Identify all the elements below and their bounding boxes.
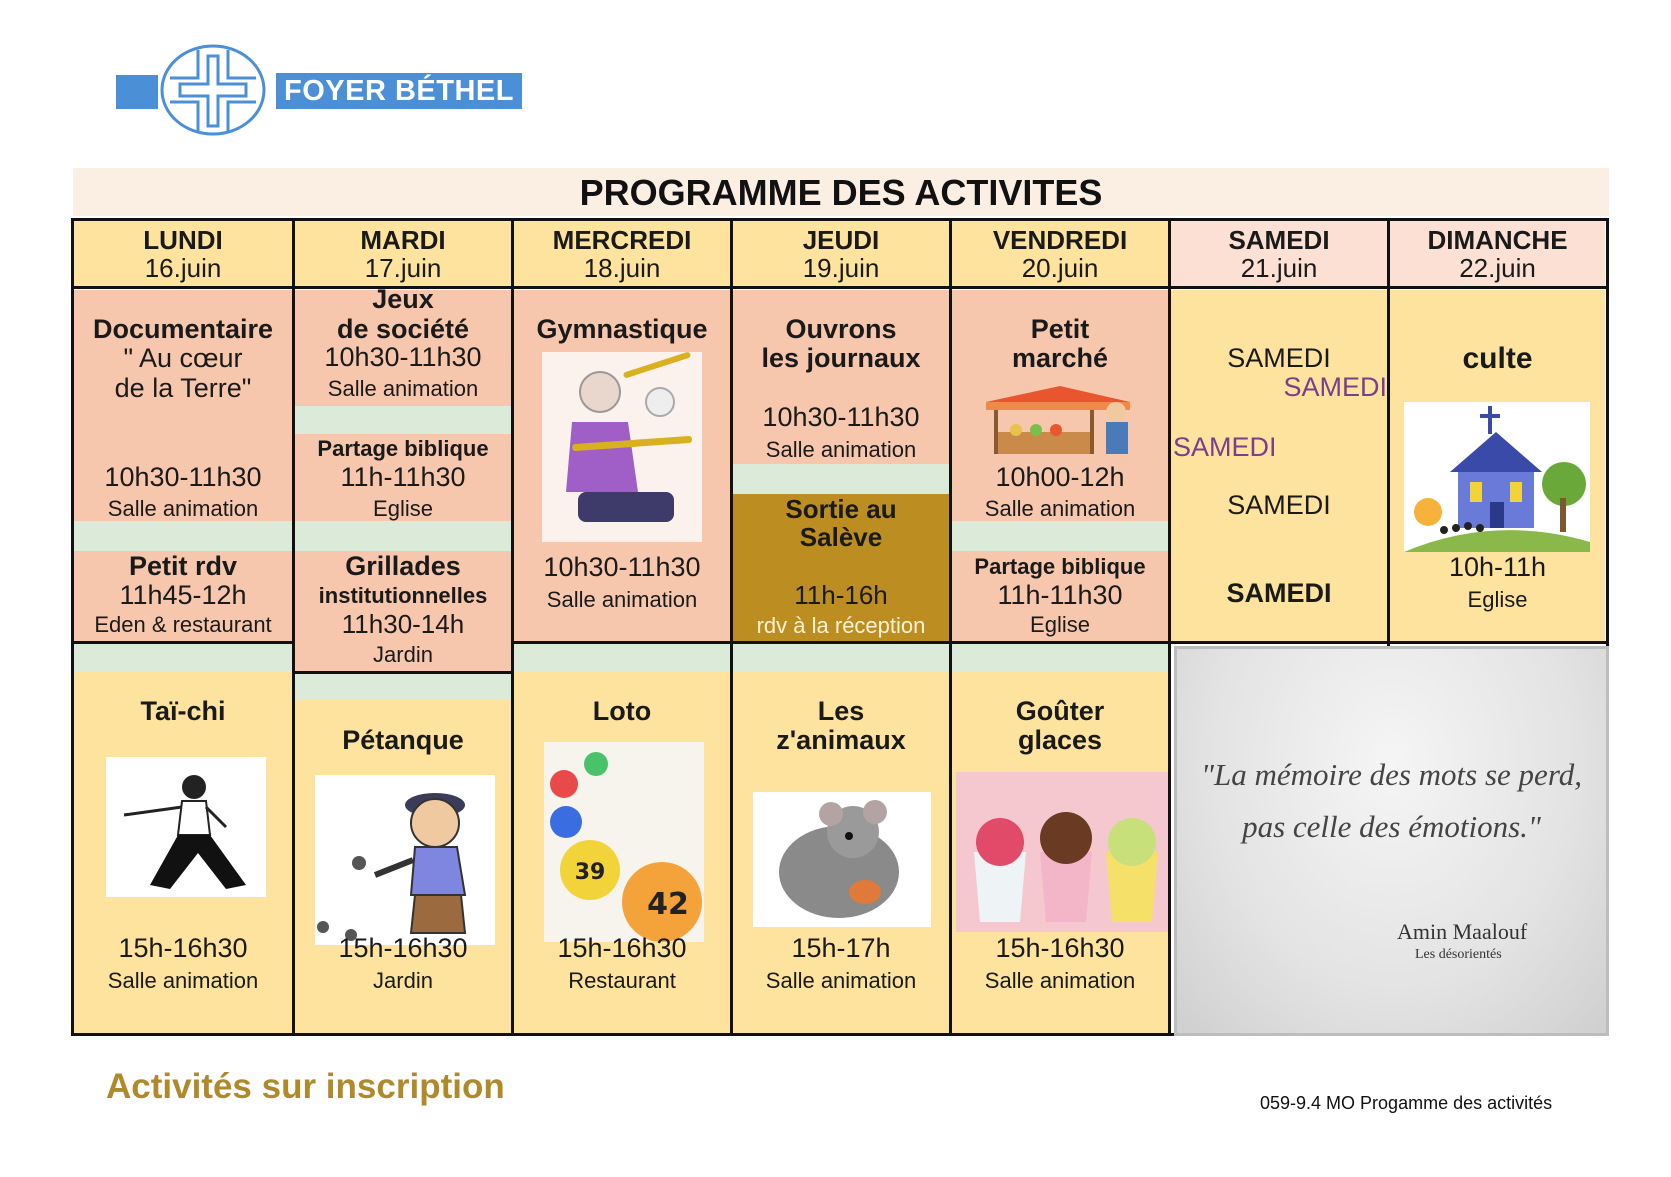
row-sep bbox=[71, 641, 292, 644]
row-sep bbox=[514, 641, 1609, 644]
petanque-player-icon bbox=[315, 775, 495, 945]
day-header-jeudi bbox=[733, 226, 949, 282]
quote-box bbox=[1174, 646, 1609, 1036]
activity-title: Goûter bbox=[1015, 696, 1105, 726]
activity-title: institutionnelles bbox=[318, 583, 488, 608]
activity-time: 15h-16h30 bbox=[557, 933, 687, 963]
activity-place: Eglise bbox=[1467, 587, 1528, 612]
day-name: LUNDI bbox=[143, 225, 223, 255]
day-name: JEUDI bbox=[802, 225, 880, 255]
ice-cream-cups-icon bbox=[956, 772, 1168, 932]
activity-time: 10h00-12h bbox=[995, 462, 1125, 492]
quote-work: Les désorientés bbox=[1415, 947, 1502, 962]
market-stall-icon bbox=[980, 382, 1140, 458]
activity-place: Eglise bbox=[1030, 612, 1090, 637]
day-name: SAMEDI bbox=[1228, 225, 1330, 255]
samedi-label: SAMEDI bbox=[1283, 372, 1387, 402]
quote-line: pas celle des émotions." bbox=[1242, 809, 1541, 844]
activity-time: 10h30-11h30 bbox=[543, 552, 701, 582]
mardi-activities bbox=[295, 282, 511, 672]
jeudi-morning bbox=[733, 290, 949, 464]
activity-place: Jardin bbox=[373, 968, 433, 993]
activity-title: Salève bbox=[799, 522, 883, 552]
activity-place: Salle animation bbox=[765, 968, 917, 993]
vendredi-afternoon bbox=[952, 672, 1168, 1033]
svg-text:42: 42 bbox=[647, 887, 689, 922]
day-name: VENDREDI bbox=[992, 225, 1128, 255]
activity-time: 15h-16h30 bbox=[118, 933, 248, 963]
activity-title: glaces bbox=[1017, 725, 1103, 755]
day-date: 18.juin bbox=[583, 253, 661, 283]
activity-place: Salle animation bbox=[107, 968, 259, 993]
church-icon bbox=[1404, 402, 1590, 552]
jeudi-afternoon bbox=[733, 672, 949, 1033]
activity-place: Jardin bbox=[373, 642, 433, 667]
activity-place: Restaurant bbox=[568, 968, 676, 993]
day-date: 21.juin bbox=[1240, 253, 1318, 283]
day-name: MARDI bbox=[360, 225, 446, 255]
logo-cross-icon bbox=[158, 42, 268, 138]
day-header-dimanche bbox=[1390, 226, 1605, 282]
samedi-label: SAMEDI bbox=[1173, 432, 1277, 462]
activity-time: 10h30-11h30 bbox=[104, 462, 262, 492]
activity-place: Salle animation bbox=[546, 587, 698, 612]
samedi-activities bbox=[1171, 290, 1387, 641]
activity-time: 11h30-14h bbox=[341, 609, 465, 639]
activity-title: Partage biblique bbox=[317, 436, 489, 461]
quote-author: Amin Maalouf bbox=[1397, 919, 1528, 944]
registration-note: Activités sur inscription bbox=[106, 1067, 505, 1106]
quote-line: "La mémoire des mots se perd, bbox=[1201, 757, 1582, 792]
activity-time: 11h-11h30 bbox=[340, 462, 466, 492]
dimanche-activities bbox=[1390, 290, 1605, 641]
activity-time: 11h-16h bbox=[794, 580, 888, 610]
activity-title: de société bbox=[336, 314, 470, 344]
activity-time: 10h-11h bbox=[1448, 552, 1547, 582]
lundi-afternoon bbox=[74, 672, 292, 1033]
day-date: 22.juin bbox=[1459, 253, 1536, 283]
day-header-mardi bbox=[295, 226, 511, 282]
activity-title: Grillades bbox=[345, 551, 461, 581]
gymnastics-seniors-icon bbox=[542, 352, 702, 542]
activity-title: Petit rdv bbox=[128, 551, 238, 581]
activity-title: culte bbox=[1462, 342, 1533, 375]
activity-time: 15h-16h30 bbox=[338, 933, 468, 963]
activity-title: Gymnastique bbox=[536, 314, 708, 344]
day-header-lundi bbox=[74, 226, 292, 282]
activity-title: " Au cœur bbox=[123, 343, 243, 373]
activity-place: Salle animation bbox=[765, 437, 917, 462]
day-header-mercredi bbox=[514, 226, 730, 282]
mercredi-morning bbox=[514, 290, 730, 641]
svg-text:39: 39 bbox=[574, 860, 606, 885]
activity-title: Jeux bbox=[372, 284, 434, 314]
day-name: DIMANCHE bbox=[1427, 225, 1568, 255]
activity-time: 11h-11h30 bbox=[997, 580, 1123, 610]
activity-title: z'animaux bbox=[776, 725, 906, 755]
samedi-label: SAMEDI bbox=[1227, 343, 1331, 373]
samedi-label: SAMEDI bbox=[1227, 490, 1331, 520]
mardi-afternoon bbox=[295, 700, 511, 1033]
activity-time: 11h45-12h bbox=[119, 580, 247, 610]
activity-title: Pétanque bbox=[342, 725, 464, 755]
activity-title: Sortie au bbox=[785, 494, 897, 524]
chinchilla-icon bbox=[753, 792, 931, 927]
activity-title: Documentaire bbox=[92, 314, 274, 344]
activity-place: Salle animation bbox=[327, 376, 479, 401]
day-date: 20.juin bbox=[1021, 253, 1099, 283]
activity-time: 10h30-11h30 bbox=[324, 342, 482, 372]
day-header-vendredi bbox=[952, 226, 1168, 282]
activity-place: Salle animation bbox=[107, 496, 259, 521]
logo-text: FOYER BÉTHEL bbox=[276, 73, 522, 109]
activity-time: 10h30-11h30 bbox=[762, 402, 920, 432]
activity-title: les journaux bbox=[761, 343, 921, 373]
activity-title: Taï-chi bbox=[140, 696, 226, 726]
activity-title: Loto bbox=[592, 696, 652, 726]
activity-title: de la Terre" bbox=[114, 373, 252, 403]
day-date: 19.juin bbox=[802, 253, 880, 283]
activity-title: Petit bbox=[1030, 314, 1090, 344]
vendredi-activities bbox=[952, 290, 1168, 641]
day-date: 17.juin bbox=[364, 253, 442, 283]
activity-place: Salle animation bbox=[984, 496, 1136, 521]
taichi-figure-icon bbox=[106, 757, 266, 897]
activity-title: marché bbox=[1011, 343, 1109, 373]
activity-place: Eglise bbox=[373, 496, 433, 521]
logo-bar bbox=[116, 75, 158, 109]
activity-time: 15h-17h bbox=[791, 933, 891, 963]
activity-title: Ouvrons bbox=[785, 314, 897, 344]
activity-place: Salle animation bbox=[984, 968, 1136, 993]
loto-balls-icon bbox=[544, 742, 704, 942]
activity-place: Eden & restaurant bbox=[94, 612, 272, 637]
document-ref: 059-9.4 MO Progamme des activités bbox=[1260, 1093, 1553, 1113]
day-date: 16.juin bbox=[144, 253, 222, 283]
samedi-label: SAMEDI bbox=[1226, 578, 1332, 608]
mercredi-afternoon bbox=[514, 672, 730, 1033]
day-name: MERCREDI bbox=[552, 225, 692, 255]
activity-title: Les bbox=[817, 696, 865, 726]
lundi-activities bbox=[74, 290, 292, 641]
activity-title: Partage biblique bbox=[974, 554, 1146, 579]
jeudi-outing bbox=[733, 494, 949, 641]
day-header-samedi bbox=[1171, 226, 1387, 282]
page-title: PROGRAMME DES ACTIVITES bbox=[579, 172, 1103, 213]
activity-time: 15h-16h30 bbox=[995, 933, 1125, 963]
activity-place: rdv à la réception bbox=[756, 613, 926, 638]
